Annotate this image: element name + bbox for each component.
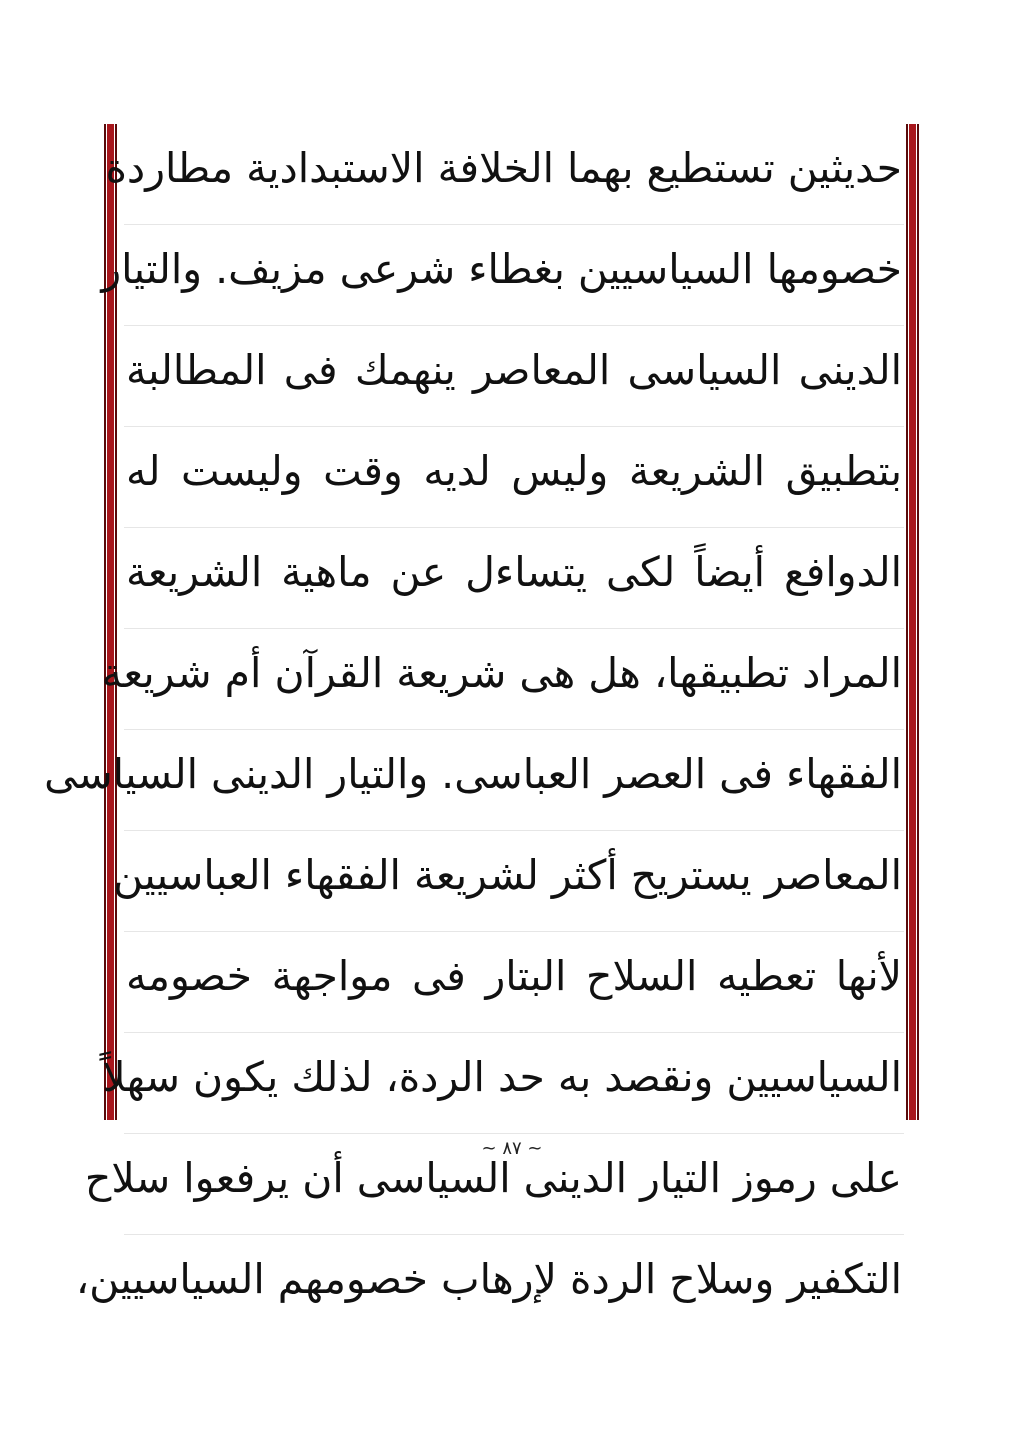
- text-line: [124, 427, 904, 528]
- text-line-content: الفقهاء فى العصر العباسى. والتيار الدينى السياسى: [44, 750, 902, 798]
- text-line-content: حديثين تستطيع بهما الخلافة الاستبدادية مطاردة: [105, 144, 902, 192]
- text-line: [124, 326, 904, 427]
- text-line: [124, 932, 904, 1033]
- text-line: [101, 225, 904, 326]
- text-line-content: خصومها السياسيين بغطاء شرعى مزيف. والتيار: [101, 245, 902, 293]
- text-line-content: السياسيين ونقصد به حد الردة، لذلك يكون سهلاً: [102, 1053, 902, 1101]
- text-line: [124, 528, 904, 629]
- text-line-content: المراد تطبيقها، هل هى شريعة القرآن أم شريعة: [101, 649, 902, 697]
- right-border-rule: [906, 124, 920, 1120]
- text-line-content: الدينى السياسى المعاصر ينهمك فى المطالبة: [126, 346, 902, 394]
- text-line: [102, 1033, 904, 1134]
- text-line-content: المعاصر يستريح أكثر لشريعة الفقهاء العباسيين: [113, 851, 902, 899]
- text-line-content: التكفير وسلاح الردة لإرهاب خصومهم السياسيين،: [75, 1255, 902, 1303]
- text-line: [44, 730, 904, 831]
- text-line-content: على رموز التيار الدينى السياسى أن يرفعوا سلاح: [84, 1154, 902, 1202]
- text-line: [101, 629, 904, 730]
- text-line: [75, 1235, 904, 1336]
- text-line: [105, 124, 904, 225]
- text-line-content: الدوافع أيضاً لكى يتساءل عن ماهية الشريعة: [126, 548, 902, 596]
- page-number: ~ ٨٧ ~: [481, 1138, 543, 1159]
- text-line-content: لأنها تعطيه السلاح البتار فى مواجهة خصومه: [126, 952, 902, 1000]
- text-line-content: بتطبيق الشريعة وليس لديه وقت وليست له: [126, 447, 902, 495]
- text-line: [113, 831, 904, 932]
